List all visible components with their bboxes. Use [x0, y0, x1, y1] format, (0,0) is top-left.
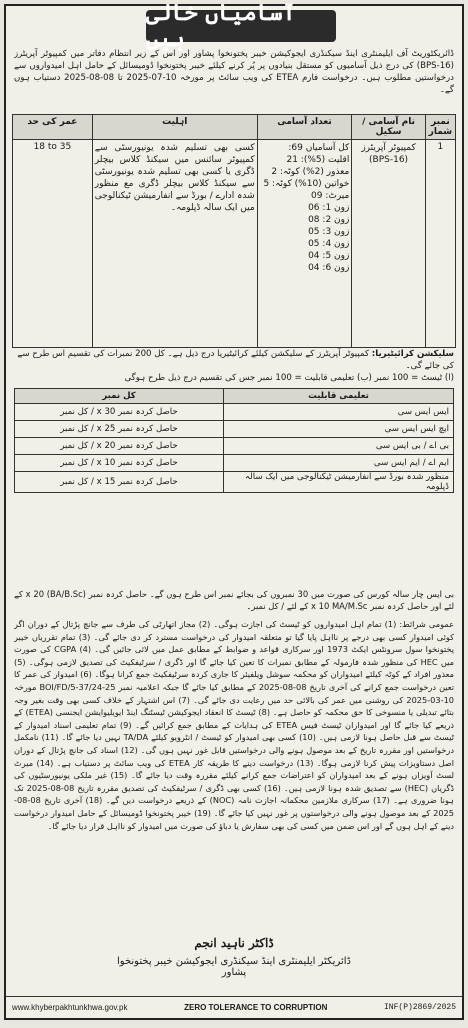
- table-row: [13, 140, 456, 348]
- slogan-text: ZERO TOLERANCE TO CORRUPTION: [184, 1003, 328, 1012]
- count-line: زون 4: 05: [308, 239, 350, 249]
- header-serial: نمبر شمار: [425, 115, 455, 140]
- selection-criteria: [14, 348, 454, 384]
- marks-formula: حاصل کردہ نمبر x 10 / کل نمبر: [15, 455, 224, 472]
- table-row: [15, 455, 454, 472]
- marks-formula: حاصل کردہ نمبر x 20 / کل نمبر: [15, 438, 224, 455]
- header-age: عمر کی حد: [13, 115, 93, 140]
- vacancy-table: [12, 114, 456, 348]
- count-line: زون 1: 06: [308, 203, 350, 213]
- count-line: اقلیت (5%): 21: [286, 155, 350, 165]
- row-qualification: کسی بھی تسلیم شدہ یونیورسٹی سے کمپیوٹر سائنس میں سیکنڈ کلاس بیچلر ڈگری یا کسی بھی تسلیم شدہ یونیورسٹی سے سیکنڈ کلاس بیچلر ڈگری مع منظور شدہ ادارے / بورڈ سے انفارمیشن ٹیکنالوجی میں ایک سالہ ڈپلومہ۔: [92, 140, 257, 348]
- post-scale: (BPS-16): [369, 155, 409, 165]
- marks-header: [15, 389, 454, 404]
- marks-qual: بی اے / بی ایس سی: [224, 438, 454, 455]
- count-line: زون 6: 04: [308, 263, 350, 273]
- count-line: خواتین (10%) کوٹہ: 5: [263, 179, 350, 189]
- marks-formula: حاصل کردہ نمبر x 15 / کل نمبر: [15, 472, 224, 493]
- count-line: زون 3: 05: [308, 227, 350, 237]
- post-name: کمپیوٹر آپریٹرز: [361, 143, 416, 153]
- intro-paragraph: ڈائریکٹوریٹ آف ایلیمنٹری اینڈ سیکنڈری ایجوکیشن خیبر پختونخوا پشاور اور اس کے زیر انتظام دفاتر میں کمپیوٹر آپریٹرز (BPS-16) کی درج ذیل آسامیوں کو مستقل بنیادوں پر پُر کرنے کیلئے خیبر پختونخوا ڈومیسائل کے حامل اہل امیدواروں سے درخواستیں مطلوب ہیں۔ درخواست فارم ETEA کی ویب سائٹ پر مورخہ 10-07-2025 تا 08-08-2025 دستیاب ہوں گے۔: [14, 49, 454, 95]
- marks-formula: حاصل کردہ نمبر x 25 / کل نمبر: [15, 421, 224, 438]
- selection-label: سلیکشن کرائیٹیریا:: [371, 349, 454, 359]
- marks-table: [14, 388, 454, 493]
- count-line: معذور (2%) کوٹہ: 2: [271, 167, 350, 177]
- general-terms: عمومی شرائط: (1) تمام اہل امیدواروں کو ٹیسٹ کی اجازت ہوگی۔ (2) مجاز اتھارٹی کی طرف سے جانچ پڑتال کے دوران اگر کوئی امیدوار کسی بھی درجے پر نااہل پایا گیا تو متعلقہ امیدوار کی درخواست مسترد کر دی جائے گی۔ (3) تمام تقرریاں خیبر پختونخوا سول سرونٹس ایکٹ 1973 اور سرکاری قواعد و ضوابط کے مطابق عمل میں لائی جائیں گی۔ (4) CGPA کی صورت میں HEC کی منظور شدہ فارمولہ کے مطابق نمبرات کا تعین کیا جائے گا اور ڈگری / سرٹیفکیٹ کی تصدیق لازمی ہوگی۔ (5) معذور افراد کے کوٹہ کیلئے امیدواران کو محکمہ سوشل ویلفیئر کا جاری کردہ سرٹیفکیٹ جمع کرانا ہوگا۔ (6) امیدوار کی عمر کا تعین درخواست جمع کرانے کی آخری تاریخ 08-08-2025 کے مطابق کیا جائے گا جبکہ اعلامیہ نمبر BOI/FD/5-37/24-25 مورخہ 10-03-2025 کی روشنی میں عمر کی بالائی حد میں رعایت دی جائے گی۔ (7) اس اشتہار کے خلاف کسی بھی وقت بغیر وجہ بتائے تبدیلی یا منسوخی کا حق محکمہ کو حاصل ہے۔ (8) ٹیسٹ کا انعقاد ایجوکیشن ٹیسٹنگ اینڈ ایویلیوایشن ایجنسی (ETEA) کے ذریعے کیا جائے گا اور امیدواران ٹیسٹ فیس ETEA کی ہدایات کے مطابق جمع کرائیں گے۔ (9) تمام تعلیمی اسناد امیدوار کے ٹیسٹ سے قبل حاصل ہونا لازمی ہیں۔ (10) کسی بھی امیدوار کو ٹیسٹ / انٹرویو کیلئے TA/DA نہیں دیا جائے گا۔ (11) نامکمل درخواستیں اور مقررہ تاریخ کے بعد موصول ہونے والی درخواستیں قابل غور نہیں ہوں گی۔ (12) اسناد کی جانچ پڑتال کے دوران اصل دستاویزات پیش کرنا لازمی ہوگا۔ (13) درخواست دینے کا طریقہ کار ETEA کی ویب سائٹ پر دستیاب ہے۔ (14) میرٹ لسٹ آویزاں ہونے کے بعد امیدواران کو اعتراضات جمع کرانے کیلئے مقررہ وقت دیا جائے گا۔ (15) غیر ملکی یونیورسٹیوں کی ڈگریاں (HEC) سے تصدیق شدہ ہونا لازمی ہیں۔ (16) کسی بھی ڈگری / سرٹیفکیٹ کی تصدیق مقررہ تاریخ 08-08-2025 تک ہونا ضروری ہے۔ (17) سرکاری ملازمین محکمانہ اجازت نامہ (NOC) کے ذریعے درخواست دیں گے۔ (18) آخری تاریخ 08-08-2025 کے بعد موصول ہونے والی درخواستوں پر غور نہیں کیا جائے گا۔ (19) خیبر پختونخوا ڈومیسائل کے حامل امیدوار درخواست دینے کے اہل ہوں گے اور اس ضمن میں کسی کی بھی سفارش یا دباؤ کی صورت میں امیدوار کو نااہل قرار دیا جائے گا۔: [14, 619, 454, 831]
- count-line: کل آسامیاں 69:: [288, 143, 350, 153]
- reference-number: INF(P)2869/2025: [383, 1003, 456, 1012]
- selection-line-2: (ا) ٹیسٹ = 100 نمبر (ب) تعلیمی قابلیت = 100 نمبر جس کی تقسیم درج ذیل طرح ہوگی: [124, 373, 454, 383]
- marks-header-qual: تعلیمی قابلیت: [224, 389, 454, 404]
- table-row: [15, 472, 454, 493]
- signature-block: [106, 936, 362, 986]
- header-count: تعداد آسامی: [257, 115, 352, 140]
- marks-qual: ایچ ایس ایس سی: [224, 421, 454, 438]
- advertisement-page: [4, 0, 464, 1020]
- header-qualification: اہلیت: [92, 115, 257, 140]
- signatory-name: ڈاکٹر ناہید انجم: [194, 936, 274, 950]
- vacancy-table-header: [13, 115, 456, 140]
- marks-qual: ایس ایس سی: [224, 404, 454, 421]
- bs-note: بی ایس چار سالہ کورس کی صورت میں 30 نمبروں کی بجائے نمبر اس طرح ہوں گے۔ حاصل کردہ نمبر x 20 (BA/B.Sc) کے لئے اور حاصل کردہ نمبر x 10 MA/M.Sc کے لئے / کل نمبر۔: [14, 589, 454, 611]
- header-post: نام آسامی / سکیل: [352, 115, 425, 140]
- count-line: زون 2: 08: [308, 215, 350, 225]
- footer-bar: [6, 996, 462, 1018]
- table-row: [15, 421, 454, 438]
- marks-qual: ایم اے / ایم ایس سی: [224, 455, 454, 472]
- signatory-title: ڈائریکٹر ایلیمنٹری اینڈ سیکنڈری ایجوکیشن خیبر پختونخوا پشاور: [117, 956, 351, 978]
- selection-line: [14, 348, 454, 372]
- website-link[interactable]: www.khyberpakhtunkhwa.gov.pk: [12, 1003, 128, 1012]
- row-counts: [257, 140, 352, 348]
- count-line: میرٹ: 09: [311, 191, 350, 201]
- row-post: [352, 140, 425, 348]
- table-row: [15, 438, 454, 455]
- marks-qual: منظور شدہ بورڈ سے انفارمیشن ٹیکنالوجی میں ایک سالہ ڈپلومہ: [224, 472, 454, 493]
- marks-header-marks: کل نمبر: [15, 389, 224, 404]
- row-serial: 1: [425, 140, 455, 348]
- count-line: زون 5: 04: [308, 251, 350, 261]
- marks-formula: حاصل کردہ نمبر x 30 / کل نمبر: [15, 404, 224, 421]
- selection-text: کمپیوٹر آپریٹرز کے سلیکشن کیلئے کرائیٹیریا درج ذیل ہے۔ کل 200 نمبرات کی تقسیم اس طرح سے کی جائے گی۔: [17, 349, 454, 371]
- table-row: [15, 404, 454, 421]
- headline-banner: آسامیاں خالی ہیں: [146, 10, 336, 42]
- row-age-limit: 18 to 35: [13, 140, 93, 348]
